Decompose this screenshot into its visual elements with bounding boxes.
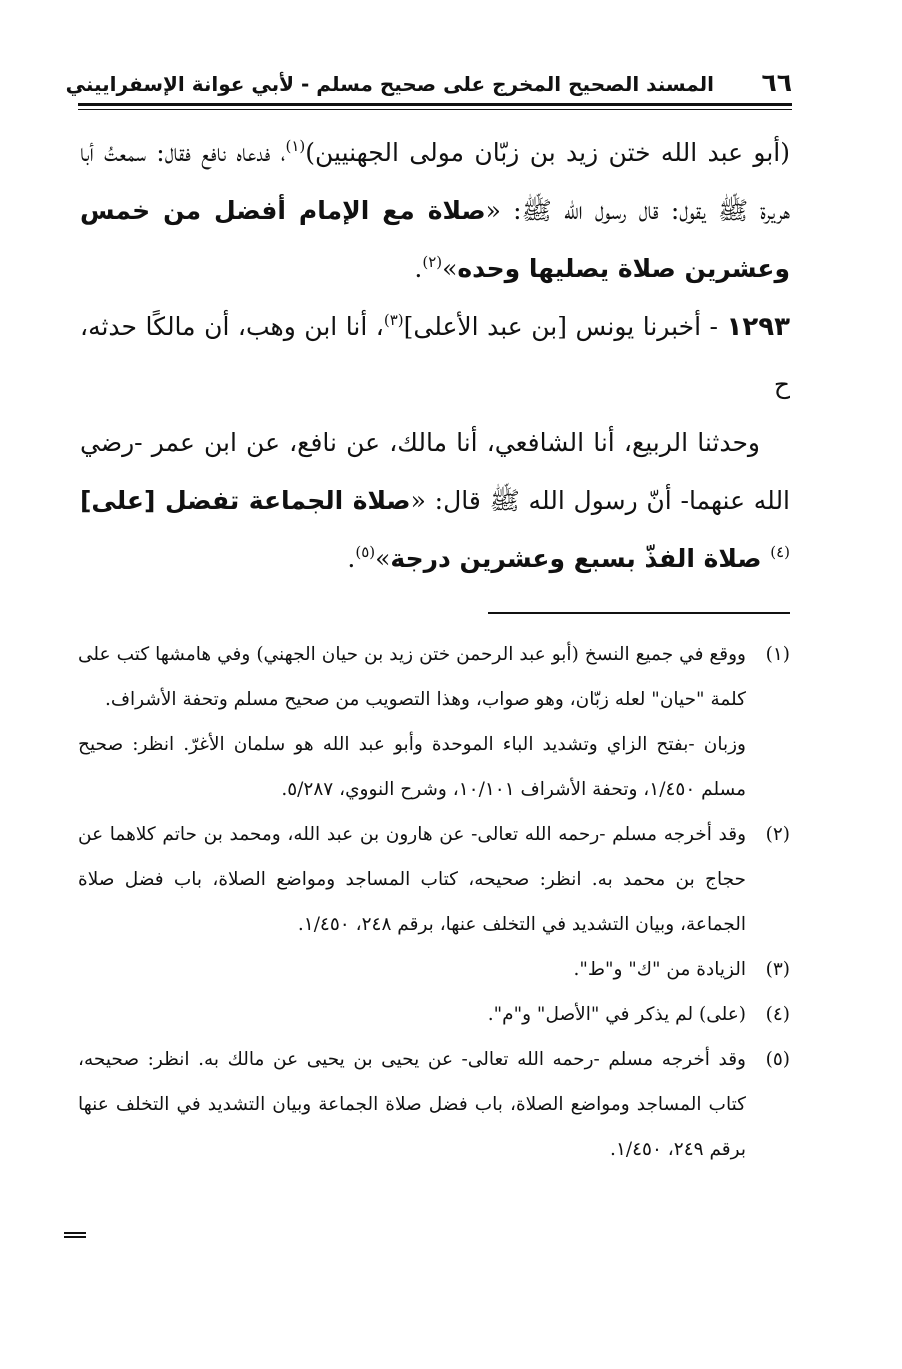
paragraph-1: [80, 124, 790, 298]
footnote-text: (على) لم يذكر في "الأصل" و"م".: [487, 1004, 746, 1025]
footnote-2: [78, 812, 790, 947]
hadith-number: ١٢٩٣: [726, 312, 790, 342]
page-end-mark: [64, 1232, 86, 1238]
text-run: ، فدعاه نافع فقال: سمعتُ أبا هريرة ﷺ يقول: قال رسول الله ﷺ: «: [80, 138, 791, 225]
hadith-text: صلاة الجماعة تفضل [على]: [80, 486, 411, 515]
footnote-4: [78, 992, 790, 1037]
footnote-number: (٢): [765, 824, 790, 845]
footnote-number: (٤): [765, 1004, 790, 1025]
footnote-separator: [488, 612, 790, 614]
text-run: (أبو عبد الله ختن زيد بن زبّان مولى الجهنيين): [305, 138, 790, 167]
footnote-ref: (٤): [770, 543, 790, 561]
page-number: ٦٦: [761, 68, 792, 97]
footnote-number: (٣): [765, 959, 790, 980]
footnote-text: الزيادة من "ك" و"ط".: [573, 959, 746, 980]
footnote-1-continued: [78, 722, 790, 812]
text-run: وحدثنا الربيع، أنا الشافعي، أنا مالك، عن نافع، عن ابن عمر -رضي الله عنهما- أنّ رسول الله ﷺ قال: «: [80, 428, 791, 515]
footnote-ref: (٥): [355, 543, 376, 561]
footnote-number: (٥): [765, 1049, 790, 1070]
running-title: المسند الصحيح المخرج على صحيح مسلم - لأبي عوانة الإسفراييني: [65, 72, 714, 96]
text-run: - أخبرنا يونس [بن عبد الأعلى]: [403, 312, 727, 341]
footnote-text: وقد أخرجه مسلم -رحمه الله تعالى- عن يحيى بن يحيى عن مالك به. انظر: صحيحه، كتاب المساجد ومواضع الصلاة، باب فضل صلاة الجماعة وبيان التشديد في التخلف عنها برقم ٢٤٩، ١/٤٥٠.: [78, 1049, 746, 1160]
paragraph-2: [80, 298, 790, 414]
paragraph-3: [80, 414, 790, 588]
footnote-text: ووقع في جميع النسخ (أبو عبد الرحمن ختن زيد بن حيان الجهني) وفي هامشها كتب على كلمة "حيان" لعله زبّان، وهو صواب، وهذا التصويب من صحيح مسلم وتحفة الأشراف.: [78, 644, 746, 710]
header-rule: [78, 103, 792, 106]
footnotes: [78, 632, 790, 1172]
footnote-ref: (٣): [383, 311, 404, 329]
page-header: [65, 68, 792, 102]
text-run: »: [375, 544, 391, 573]
header-rule-thin: [78, 109, 792, 110]
footnote-3: [78, 947, 790, 992]
text-run: .: [347, 544, 356, 573]
footnote-number: (١): [765, 644, 790, 665]
footnote-text: وزبان -بفتح الزاي وتشديد الباء الموحدة وأبو عبد الله هو سلمان الأغرّ. انظر: صحيح مسلم ١/٤٥٠، وتحفة الأشراف ١٠/١٠١، وشرح النووي، ٥/٢٨٧.: [78, 734, 746, 800]
text-run: »: [442, 254, 458, 283]
text-run: ، أنا ابن وهب، أن مالكًا حدثه، ح: [80, 312, 790, 399]
footnote-text: وقد أخرجه مسلم -رحمه الله تعالى- عن هارون بن عبد الله، ومحمد بن حاتم كلاهما عن حجاج بن محمد به. انظر: صحيحه، كتاب المساجد ومواضع الصلاة، باب فضل صلاة الجماعة، وبيان التشديد في التخلف عنها، برقم ٢٤٨، ١/٤٥٠.: [78, 824, 746, 935]
main-text: [80, 124, 790, 588]
hadith-text: صلاة الفذّ بسبع وعشرين درجة: [390, 544, 771, 573]
footnote-ref: (١): [285, 137, 306, 155]
footnote-ref: (٢): [422, 253, 443, 271]
hadith-text: صلاة مع الإمام أفضل من خمس وعشرين صلاة يصليها وحده: [80, 196, 790, 283]
text-run: .: [414, 254, 423, 283]
footnote-5: [78, 1037, 790, 1172]
footnote-1: [78, 632, 790, 722]
